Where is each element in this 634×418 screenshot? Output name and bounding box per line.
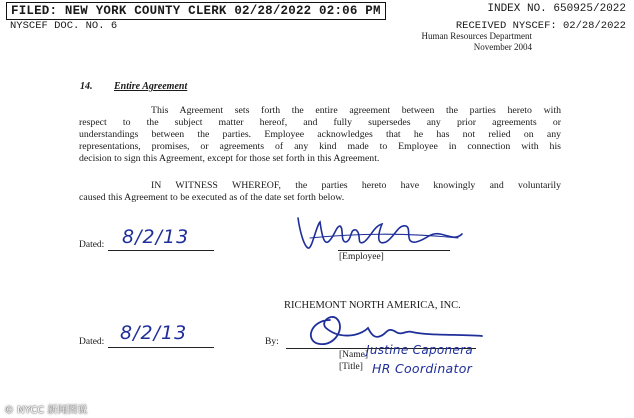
company-name: RICHEMONT NORTH AMERICA, INC. [284, 300, 461, 311]
doc-number: NYSCEF DOC. NO. 6 [10, 20, 118, 32]
department-date: November 2004 [473, 42, 532, 52]
name-label: [Name] [339, 350, 369, 360]
employee-date-handwritten: 8/2/13 [122, 226, 190, 248]
paragraph-line: respect to the subject matter hereof, and fully supersedes any prior agreements or [79, 117, 561, 129]
employee-signature-line [338, 250, 450, 251]
paragraph-line: This Agreement sets forth the entire agreement between the parties hereto with [151, 105, 561, 116]
company-date-line [108, 347, 214, 348]
by-label: By: [265, 337, 279, 347]
company-dated-label: Dated: [79, 337, 105, 347]
employee-label: [Employee] [339, 252, 384, 262]
employee-date-line [108, 250, 214, 251]
filed-stamp: FILED: NEW YORK COUNTY CLERK 02/28/2022 02:06 PM [6, 2, 386, 20]
title-handwritten: HR Coordinator [372, 361, 473, 376]
department-header: Human Resources Department [421, 31, 532, 41]
witness-paragraph [79, 180, 561, 204]
watermark: © NYCC 新闻图说 [4, 405, 88, 416]
received-date: RECEIVED NYSCEF: 02/28/2022 [455, 20, 626, 32]
paragraph-line: representations, promises, or agreements of any kind made to Employee in connection with his [79, 141, 561, 153]
witness-line: caused this Agreement to be executed as of the date set forth below. [79, 192, 345, 204]
section-number: 14. [80, 81, 93, 92]
name-handwritten: Justine Caponera [366, 343, 474, 357]
agreement-paragraph [79, 105, 561, 165]
paragraph-line: decision to sign this Agreement, except for those set forth in this Agreement. [79, 153, 380, 165]
employee-dated-label: Dated: [79, 240, 105, 250]
witness-line: IN WITNESS WHEREOF, the parties hereto have knowingly and voluntarily [151, 180, 561, 191]
title-label: [Title] [339, 362, 363, 372]
index-number: INDEX NO. 650925/2022 [487, 3, 626, 15]
paragraph-line: understandings between the parties. Employee acknowledges that he has not relied on any [79, 129, 561, 141]
company-date-handwritten: 8/2/13 [120, 322, 188, 344]
section-title: Entire Agreement [114, 81, 188, 92]
